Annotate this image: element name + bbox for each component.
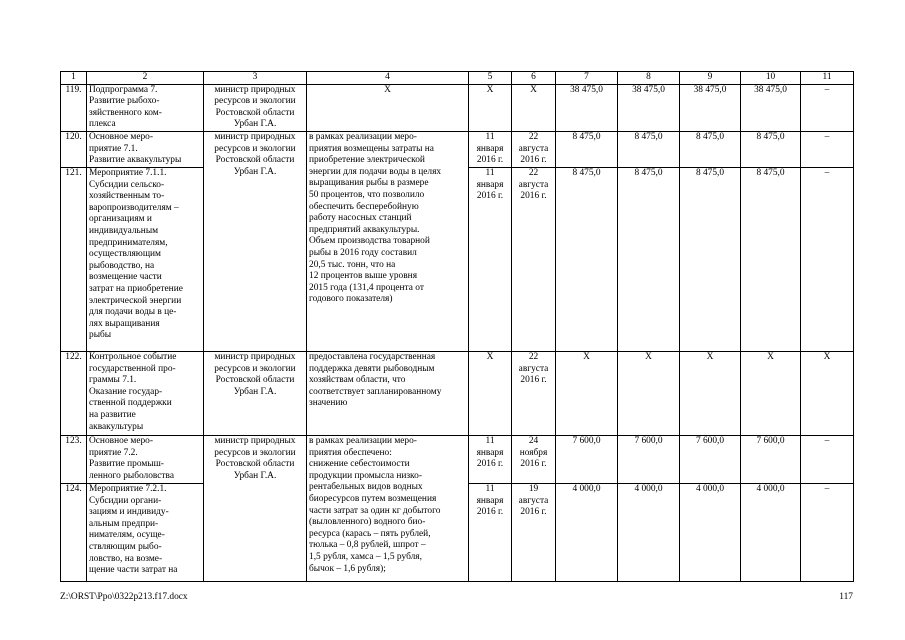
end-date: 24 ноября 2016 г. bbox=[512, 435, 556, 483]
measure-name: Основное меро- приятие 7.2. Развитие промыш- ленного рыболовства bbox=[87, 435, 204, 483]
table-row bbox=[61, 351, 854, 435]
header-cell: 1 bbox=[61, 72, 87, 85]
value-col9: 4 000,0 bbox=[680, 483, 741, 581]
end-date: Х bbox=[512, 84, 556, 131]
value-col11: Х bbox=[801, 351, 854, 435]
value-col10: Х bbox=[741, 351, 801, 435]
executor: министр природных ресурсов и экологии Ростовской области Урбан Г.А. bbox=[204, 435, 307, 581]
header-cell: 7 bbox=[556, 72, 618, 85]
start-date: 11 января 2016 г. bbox=[469, 435, 512, 483]
header-cell: 3 bbox=[204, 72, 307, 85]
value-col10: 8 475,0 bbox=[741, 131, 801, 167]
value-col8: 38 475,0 bbox=[618, 84, 680, 131]
value-col8: 8 475,0 bbox=[618, 131, 680, 167]
table-row bbox=[61, 435, 854, 483]
value-col7: Х bbox=[556, 351, 618, 435]
end-date: 22 августа 2016 г. bbox=[512, 351, 556, 435]
value-col9: 8 475,0 bbox=[680, 131, 741, 167]
page-number: 117 bbox=[839, 592, 853, 602]
end-date: 22 августа 2016 г. bbox=[512, 131, 556, 167]
measure-name: Мероприятие 7.1.1. Субсидии сельско- хозяйственным то- варопроизводителям – организациям и индивидуальным предпринимателям, осуществляющим рыбоводство, на возмещение части затрат на приобретение электрической энергии для подачи воды в це- лях выращивания рыбы bbox=[87, 167, 204, 351]
measure-name: Мероприятие 7.2.1. Субсидии органи- зациям и индивиду- альным предпри- нимателям, осуще- ствляющим рыбо- ловство, на возме- щение части затрат на bbox=[87, 483, 204, 581]
start-date: 11 января 2016 г. bbox=[469, 483, 512, 581]
executor: министр природных ресурсов и экологии Ростовской области Урбан Г.А. bbox=[204, 351, 307, 435]
value-col7: 38 475,0 bbox=[556, 84, 618, 131]
executor: министр природных ресурсов и экологии Ростовской области Урбан Г.А. bbox=[204, 84, 307, 131]
table-row bbox=[61, 131, 854, 167]
value-col11: – bbox=[801, 131, 854, 167]
header-cell: 10 bbox=[741, 72, 801, 85]
executor: министр природных ресурсов и экологии Ростовской области Урбан Г.А. bbox=[204, 131, 307, 351]
value-col11: – bbox=[801, 483, 854, 581]
header-cell: 4 bbox=[307, 72, 469, 85]
header-cell: 6 bbox=[512, 72, 556, 85]
value-col11: – bbox=[801, 435, 854, 483]
start-date: Х bbox=[469, 351, 512, 435]
value-col9: 38 475,0 bbox=[680, 84, 741, 131]
header-cell: 5 bbox=[469, 72, 512, 85]
footer-file-path: Z:\ORST\Ppo\0322p213.f17.docx bbox=[60, 592, 188, 602]
start-date: Х bbox=[469, 84, 512, 131]
end-date: 22 августа 2016 г. bbox=[512, 167, 556, 351]
start-date: 11 января 2016 г. bbox=[469, 167, 512, 351]
table-row bbox=[61, 84, 854, 131]
measure-name: Контрольное событие государственной про- граммы 7.1. Оказание государ- ственной поддержки на развитие аквакультуры bbox=[87, 351, 204, 435]
value-col9: Х bbox=[680, 351, 741, 435]
value-col9: 8 475,0 bbox=[680, 167, 741, 351]
value-col10: 7 600,0 bbox=[741, 435, 801, 483]
value-col8: 8 475,0 bbox=[618, 167, 680, 351]
column-number-row bbox=[61, 72, 854, 85]
row-number: 121. bbox=[61, 167, 87, 351]
value-col8: 4 000,0 bbox=[618, 483, 680, 581]
row-number: 124. bbox=[61, 483, 87, 581]
row-number: 119. bbox=[61, 84, 87, 131]
result: в рамках реализации меро- приятия обеспечено: снижение себестоимости продукции промысла низко- рентабельных видов водных биоресурсов путем возмещения части затрат за один кг добытого (выловленного) водного био- ресурса (карась – пять рублей, тюлька – 0,8 рублей, шпрот – 1,5 рубля, хамса – 1,5 рубля, бычок – 1,6 рубля); bbox=[307, 435, 469, 581]
result: Х bbox=[307, 84, 469, 131]
report-table bbox=[60, 71, 854, 582]
row-number: 123. bbox=[61, 435, 87, 483]
value-col7: 8 475,0 bbox=[556, 131, 618, 167]
header-cell: 9 bbox=[680, 72, 741, 85]
value-col10: 38 475,0 bbox=[741, 84, 801, 131]
value-col11: – bbox=[801, 167, 854, 351]
value-col10: 4 000,0 bbox=[741, 483, 801, 581]
value-col7: 7 600,0 bbox=[556, 435, 618, 483]
start-date: 11 января 2016 г. bbox=[469, 131, 512, 167]
end-date: 19 августа 2016 г. bbox=[512, 483, 556, 581]
measure-name: Подпрограмма 7. Развитие рыбохо- зяйственного ком- плекса bbox=[87, 84, 204, 131]
header-cell: 8 bbox=[618, 72, 680, 85]
result: предоставлена государственная поддержка девяти рыбоводным хозяйствам области, что соответствует запланированному значению bbox=[307, 351, 469, 435]
value-col8: 7 600,0 bbox=[618, 435, 680, 483]
value-col11: – bbox=[801, 84, 854, 131]
row-number: 120. bbox=[61, 131, 87, 167]
value-col7: 4 000,0 bbox=[556, 483, 618, 581]
header-cell: 11 bbox=[801, 72, 854, 85]
value-col8: Х bbox=[618, 351, 680, 435]
measure-name: Основное меро- приятие 7.1. Развитие аквакультуры bbox=[87, 131, 204, 167]
header-cell: 2 bbox=[87, 72, 204, 85]
value-col10: 8 475,0 bbox=[741, 167, 801, 351]
row-number: 122. bbox=[61, 351, 87, 435]
result: в рамках реализации меро- приятия возмещены затраты на приобретение электрической энергии для подачи воды в целях выращивания рыбы в размере 50 процентов, что позволило обеспечить бесперебойную работу насосных станций предприятий аквакультуры. Объем производства товарной рыбы в 2016 году составил 20,5 тыс. тонн, что на 12 процентов выше уровня 2015 года (131,4 процента от годового показателя) bbox=[307, 131, 469, 351]
value-col9: 7 600,0 bbox=[680, 435, 741, 483]
value-col7: 8 475,0 bbox=[556, 167, 618, 351]
